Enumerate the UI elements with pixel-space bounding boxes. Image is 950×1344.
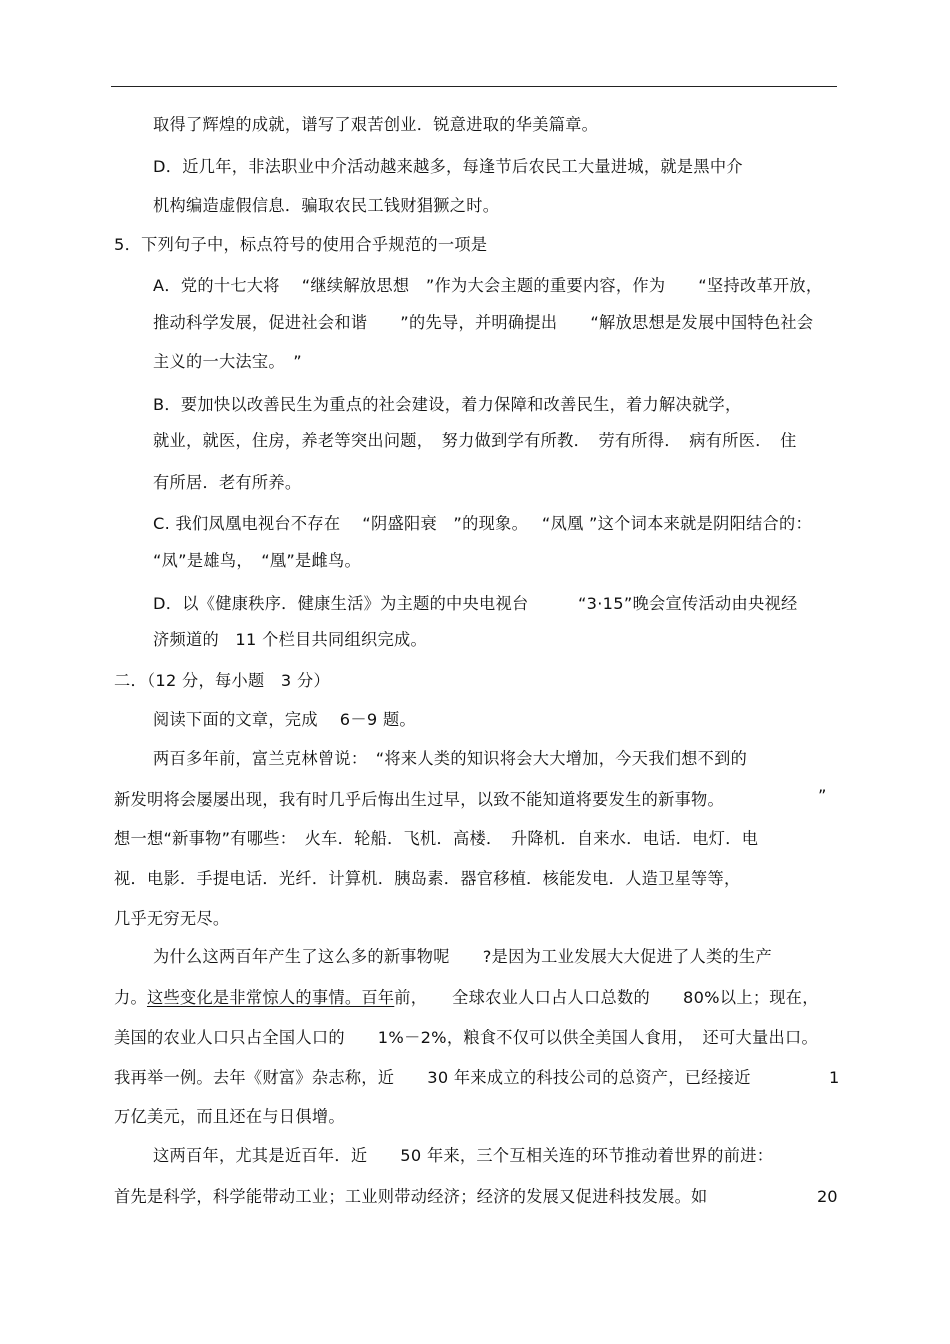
text-line: “凤”是雄鸟， “凰”是雌鸟。 bbox=[153, 551, 362, 570]
underlined-sentence: 这些变化是非常惊人的事情。百年 bbox=[146, 988, 395, 1007]
question-5: 5．下列句子中，标点符号的使用合乎规范的一项是 bbox=[114, 235, 488, 254]
closing-quote: ” bbox=[818, 786, 827, 805]
paragraph-line: 美国的农业人口只占全国人口的 1%－2%，粮食不仅可以供全美国人食用， 还可大量出口。 bbox=[114, 1028, 818, 1047]
option-d-line: D．近几年，非法职业中介活动越来越多，每逢节后农民工大量进城，就是黑中介 bbox=[153, 157, 743, 176]
text-line: 推动科学发展，促进社会和谐 ”的先导，并明确提出 “解放思想是发展中国特色社会 bbox=[153, 313, 814, 332]
header-rule bbox=[111, 86, 837, 87]
text-line: 有所居．老有所养。 bbox=[153, 473, 302, 492]
paragraph-line: 首先是科学，科学能带动工业；工业则带动经济；经济的发展又促进科技发展。如 bbox=[114, 1187, 708, 1206]
text-line: 济频道的 11 个栏目共同组织完成。 bbox=[153, 630, 427, 649]
option-d-line: D．以《健康秩序．健康生活》为主题的中央电视台 “3·15”晚会宣传活动由央视经 bbox=[153, 594, 798, 613]
paragraph-line: 新发明将会屡屡出现，我有时几乎后悔出生过早，以致不能知道将要发生的新事物。 bbox=[114, 790, 725, 809]
paragraph-line bbox=[114, 988, 819, 1008]
paragraph-line: 想一想“新事物”有哪些： 火车．轮船．飞机．高楼． 升降机．自来水．电话．电灯．电 bbox=[114, 829, 759, 848]
paragraph-line: 万亿美元，而且还在与日俱增。 bbox=[114, 1107, 345, 1126]
option-c-line: C. 我们凤凰电视台不存在 “阴盛阳衰 ”的现象。 “凤凰 ”这个词本来就是阴阳结合的： bbox=[153, 514, 813, 533]
section-heading: 二．（12 分，每小题 3 分） bbox=[114, 671, 330, 690]
option-a-line: A．党的十七大将 “继续解放思想 ”作为大会主题的重要内容，作为 “坚持改革开放， bbox=[153, 276, 823, 295]
text-line: 机构编造虚假信息．骗取农民工钱财猖獗之时。 bbox=[153, 196, 500, 215]
paragraph-line: 我再举一例。去年《财富》杂志称，近 30 年来成立的科技公司的总资产，已经接近 bbox=[114, 1068, 751, 1087]
paragraph-line: 视．电影．手提电话．光纤．计算机．胰岛素．器官移植．核能发电．人造卫星等等， bbox=[114, 869, 741, 888]
line-end-number: 20 bbox=[817, 1187, 838, 1206]
option-b-line: B．要加快以改善民生为重点的社会建设，着力保障和改善民生，着力解决就学， bbox=[153, 395, 742, 414]
paragraph-line: 两百多年前，富兰克林曾说： “将来人类的知识将会大大增加，今天我们想不到的 bbox=[153, 749, 748, 768]
paragraph-line: 几乎无穷无尽。 bbox=[114, 909, 230, 928]
text-line: 取得了辉煌的成就，谱写了艰苦创业．锐意进取的华美篇章。 bbox=[153, 115, 599, 134]
line-end-number: 1 bbox=[829, 1068, 840, 1087]
paragraph-line: 为什么这两百年产生了这么多的新事物呢 ?是因为工业发展大大促进了人类的生产 bbox=[153, 947, 772, 966]
paragraph-line: 这两百年，尤其是近百年．近 50 年来，三个互相关连的环节推动着世界的前进： bbox=[153, 1146, 774, 1165]
text-line: 主义的一大法宝。 ” bbox=[153, 352, 302, 371]
reading-instruction: 阅读下面的文章，完成 6－9 题。 bbox=[153, 710, 416, 729]
text-line: 就业，就医，住房，养老等突出问题， 努力做到学有所教． 劳有所得． 病有所医． 住 bbox=[153, 431, 797, 450]
text-segment: 力。 bbox=[114, 988, 147, 1007]
text-segment: 前， 全球农业人口占人口总数的 80%以上；现在， bbox=[394, 988, 819, 1007]
